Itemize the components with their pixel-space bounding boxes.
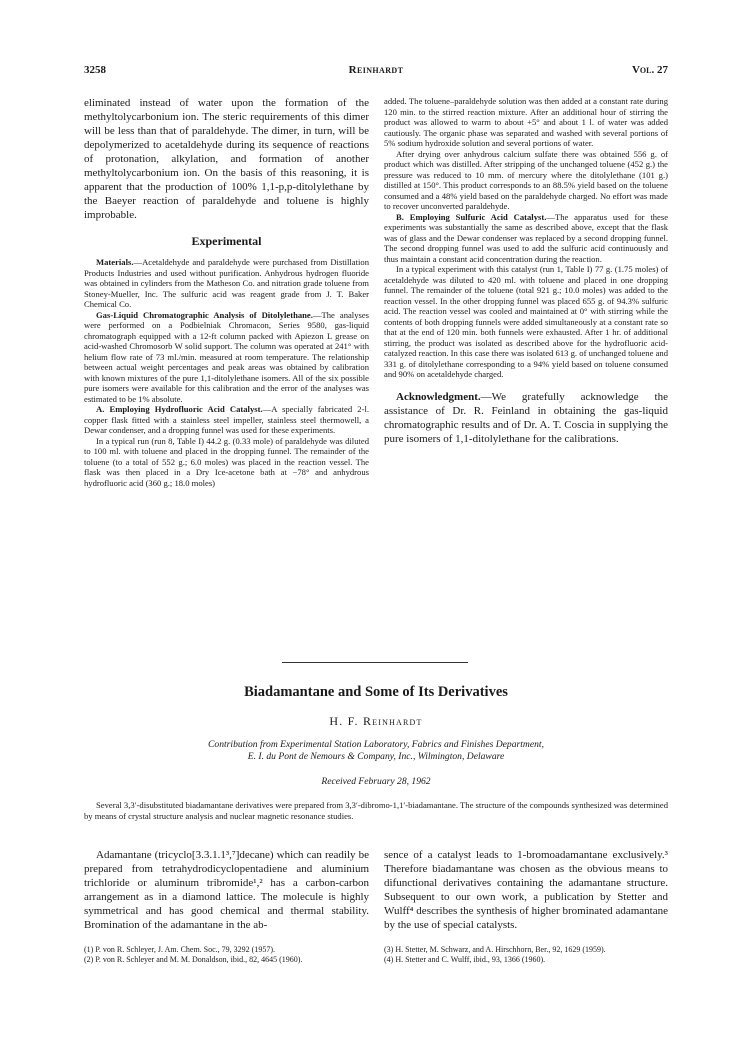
typical-run-paragraph: In a typical run (run 8, Table I) 44.2 g. (0.33 mole) of paraldehyde was diluted to 100 ml. with toluene and placed in the dropping funnel. The remainder of the toluene (to a total of 552 g.; 6.0 moles) was placed in the reaction vessel. The flask was then placed in a Dry Ice-acetone bath at −78° and anhydrous hydrofluoric acid (360 g.; 18.0 moles) bbox=[84, 435, 369, 488]
adamantane-paragraph: Adamantane (tricyclo[3.3.1.1³,⁷]decane) which can readily be prepared from tetrahydrodicyclopentadiene and aluminium trichloride or aluminum tribromide¹,² has a carbon-carbon arrangement as in a diamond lattice. The molecule is highly symmetrical and has good chemical and thermal stability. Bromination of the adamantane in the ab- bbox=[84, 849, 369, 931]
affiliation-line-1: Contribution from Experimental Station Laboratory, Fabrics and Finishes Department, bbox=[208, 739, 544, 750]
glc-runin-head: Gas-Liquid Chromatographic Analysis of Ditolylethane. bbox=[96, 309, 313, 320]
sulfuric-runin-head: B. Employing Sulfuric Acid Catalyst. bbox=[396, 211, 547, 222]
footnotes-right bbox=[384, 945, 668, 965]
article-title: Biadamantane and Some of Its Derivatives bbox=[244, 684, 508, 700]
running-head bbox=[84, 62, 668, 78]
materials-text: —Acetaldehyde and paraldehyde were purchased from Distillation Products Industries and used without purification. Anhydrous hydrogen fluoride was obtained in cylinders from the Matheson Co. and nitration grade toluene from Stoney-Mueller, Inc. The sulfuric acid was reagent grade from J. T. Baker Chemical Co. bbox=[84, 257, 369, 309]
volume-label: Vol. 27 bbox=[631, 64, 668, 76]
experimental-heading: Experimental bbox=[191, 234, 262, 248]
distillation-paragraph: After drying over anhydrous calcium sulfate there was obtained 556 g. of product which was distilled. After stripping of the unchanged toluene (452 g.) the pressure was reduced to 10 mm. of mercury where the ditolylethane (101 g.) distilled at 150°. This product corresponds to an 88.5% yield based on the toluene consumed and a 48% yield based on the paraldehyde charged. No effort was made to recover unconverted paraldehyde. bbox=[384, 148, 668, 211]
workup-paragraph: added. The toluene–paraldehyde solution was then added at a constant rate during 120 min. to the stirred reaction mixture. After an additional hour of stirring the product was allowed to warm to about +5° and about 1 l. of water was added cautiously. The organic phase was separated and washed with several portions of 5% sodium hydroxide solution and several portions of water. bbox=[384, 96, 668, 148]
right-column-bottom bbox=[384, 848, 668, 932]
acknowledgment-paragraph bbox=[384, 390, 668, 446]
intro-paragraph: eliminated instead of water upon the formation of the methyltolycarbonium ion. The steric requirements of this dimer will be less than that of paraldehyde. The dimer, in turn, will be depolymerized to acetaldehyde during its sequence of reactions of protonation, alkylation, and formation of another methyltolycarbonium ion. On the basis of this reasoning, it is apparent that the production of 100% 1,1-p,p-ditolylethane by the Baeyer reaction of paraldehyde and toluene is highly improbable. bbox=[84, 97, 369, 221]
glc-paragraph bbox=[84, 310, 369, 405]
bromination-paragraph: sence of a catalyst leads to 1-bromoadamantane exclusively.³ Therefore biadamantane was chosen as the obvious means to difunctional derivatives containing the adamantane structure. Subsequent to our own work, a publication by Stetter and Wulff⁴ describes the synthesis of higher brominated adamantane by the use of special catalysts. bbox=[384, 849, 668, 931]
footnotes-left bbox=[84, 945, 369, 965]
acknowledgment-text: —We gratefully acknowledge the assistance of Dr. R. Feinland in obtaining the gas-liquid chromatographic results and of Dr. A. T. Coscia in supplying the pure isomers of 1,1-ditolylethane for the calibrations. bbox=[384, 390, 668, 445]
page-number: 3258 bbox=[84, 64, 106, 76]
left-column-top bbox=[84, 96, 369, 488]
received-date: Received February 28, 1962 bbox=[321, 776, 431, 787]
hf-runin-head: A. Employing Hydrofluoric Acid Catalyst. bbox=[96, 404, 263, 414]
materials-paragraph bbox=[84, 257, 369, 310]
glc-text: —The analyses were performed on a Podbielniak Chromacon, Series 9580, gas-liquid chromatograph equipped with a 12-ft column packed with Apiezon L grease on acid-washed Chromosorb W solid support. The column was operated at 241° with helium flow rate of 73 ml./min. measured at room temperature. The relationship between actual weight percentages and peak areas was obtained by calibration with known mixtures of the pure 1,1-ditolylethane isomers. All of the six possible pure isomers were available for this calibration and the error of the analyses was estimated to be 1% absolute. bbox=[84, 309, 369, 404]
abstract: Several 3,3′-disubstituted biadamantane derivatives were prepared from 3,3′-dibromo-1,1′-biadamantane. The structure of the compounds synthesized was determined by means of crystal structure analysis and nuclear magnetic resonance studies. bbox=[84, 800, 668, 821]
footnote-3: (3) H. Stetter, M. Schwarz, and A. Hirschhorn, Ber., 92, 1629 (1959). bbox=[384, 945, 606, 954]
sulfuric-text: —The apparatus used for these experiments was substantially the same as described above, except that the flask was of glass and the Dewar condenser was replaced by a second dropping funnel. The second dropping funnel was used to add the sulfuric acid continuously and thus maintain a constant acid concentration during the reaction. bbox=[384, 211, 669, 264]
right-column-top bbox=[384, 96, 668, 446]
hf-text: —A specially fabricated 2-l. copper flask fitted with a stainless steel impeller, stainless steel thermowell, a Dewar condenser, and a dropping funnel was used for these experiments. bbox=[84, 404, 369, 435]
left-column-bottom bbox=[84, 848, 369, 932]
article-author: H. F. Reinhardt bbox=[329, 714, 423, 728]
materials-runin-head: Materials. bbox=[96, 257, 134, 267]
footnote-4: (4) H. Stetter and C. Wulff, ibid., 93, 1366 (1960). bbox=[384, 955, 546, 964]
article-divider bbox=[282, 662, 468, 663]
affiliation-line-2: E. I. du Pont de Nemours & Company, Inc., Wilmington, Delaware bbox=[247, 751, 505, 762]
sulfuric-run-paragraph: In a typical experiment with this catalyst (run 1, Table I) 77 g. (1.75 moles) of acetaldehyde was diluted to 420 ml. with toluene and placed in one dropping funnel. The remainder of the toluene (total 921 g.; 10.0 moles) was added to the reaction vessel. In the other dropping funnel was placed 655 g. of 94.3% sulfuric acid. The reaction vessel was cooled and maintained at 0° with stirring while the contents of both dropping funnels were added simultaneously at a constant rate so that at the end of 120 min. both funnels were exhausted. After 1 hr. of additional stirring, the product was isolated as described above for the hydrofluoric acid-catalyzed reaction. In this case there was isolated 613 g. of unchanged toluene and 331 g. of ditolylethane corresponding to a 94% yield based on toluene consumed and 90% on acetaldehyde charged. bbox=[384, 264, 668, 379]
affiliation bbox=[120, 739, 632, 763]
acknowledgment-head: Acknowledgment. bbox=[396, 390, 481, 403]
running-head-author: Reinhardt bbox=[348, 64, 404, 76]
hf-paragraph bbox=[84, 404, 369, 436]
footnote-1: (1) P. von R. Schleyer, J. Am. Chem. Soc., 79, 3292 (1957). bbox=[84, 945, 276, 954]
footnote-2: (2) P. von R. Schleyer and M. M. Donaldson, ibid., 82, 4645 (1960). bbox=[84, 955, 303, 964]
sulfuric-paragraph bbox=[384, 212, 668, 265]
